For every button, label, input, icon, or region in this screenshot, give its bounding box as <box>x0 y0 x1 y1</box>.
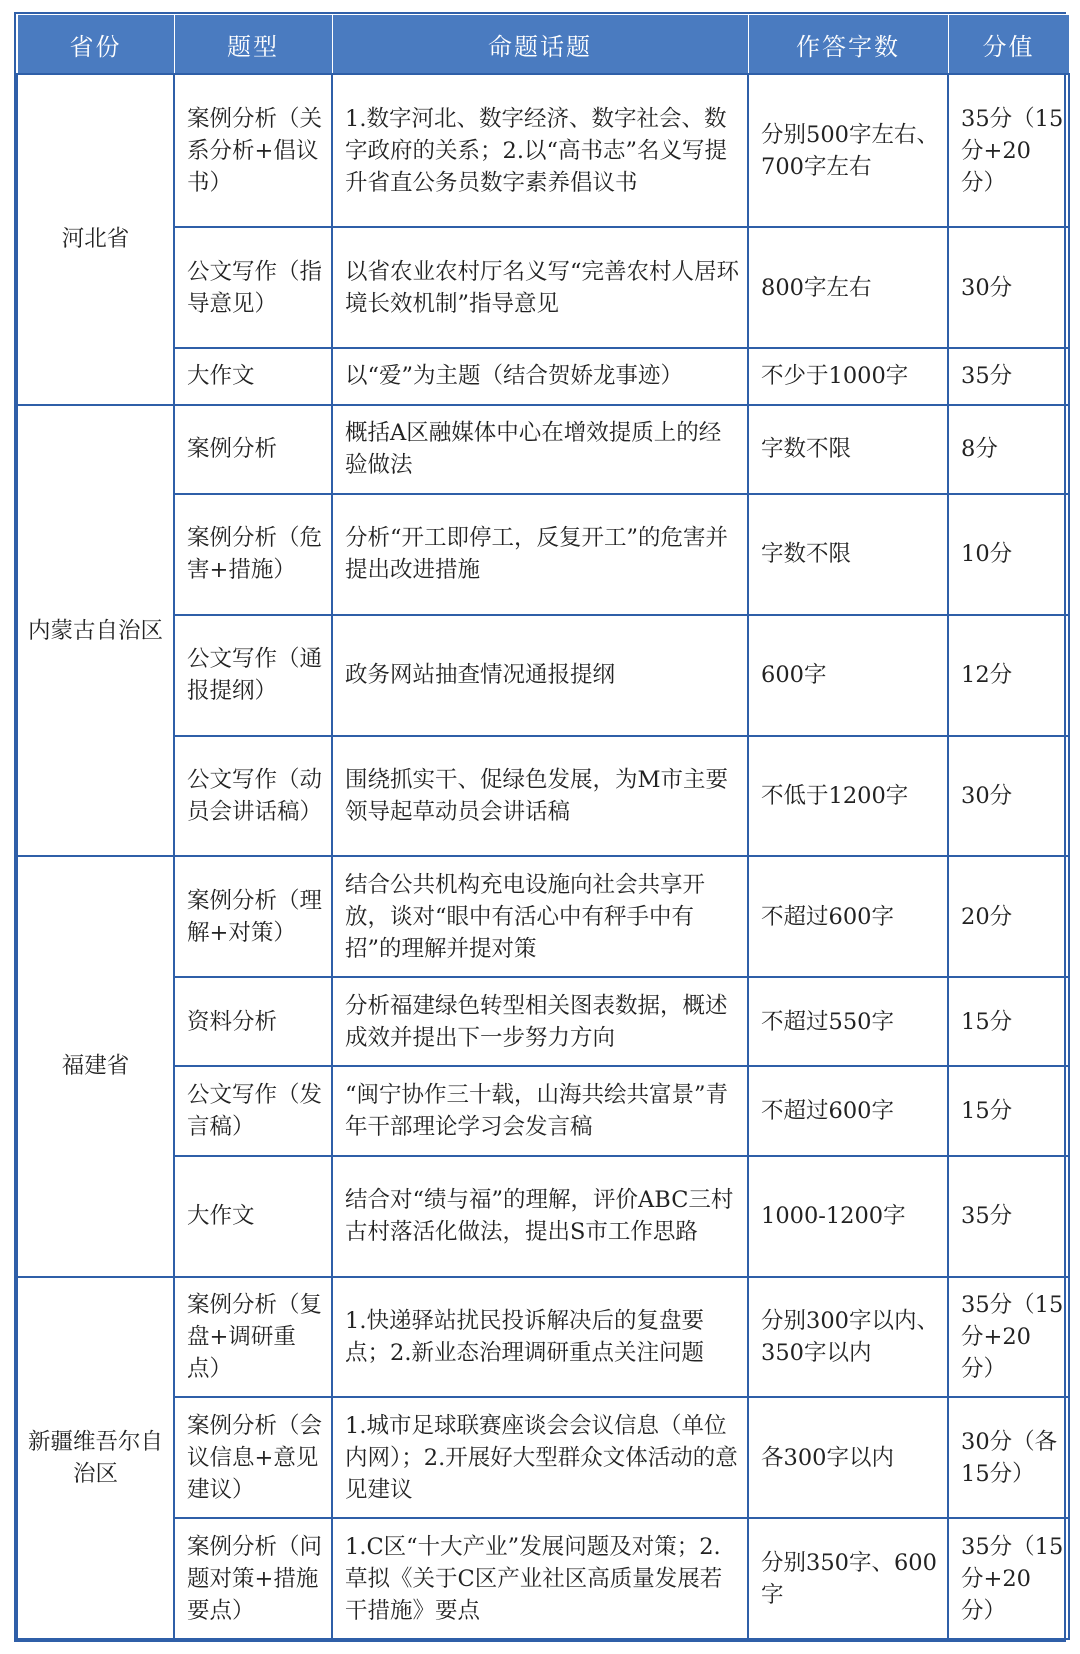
table-row <box>17 1518 1069 1639</box>
header-topic: 命题话题 <box>332 15 748 75</box>
province-cell: 河北省 <box>17 74 174 405</box>
word-count-cell: 不超过600字 <box>748 856 948 977</box>
score-cell: 35分 <box>948 348 1069 405</box>
table-row <box>17 405 1069 494</box>
word-count-cell: 800字左右 <box>748 227 948 348</box>
header-province: 省份 <box>17 15 174 75</box>
table-row <box>17 1397 1069 1518</box>
table-row <box>17 227 1069 348</box>
score-cell: 30分（各15分） <box>948 1397 1069 1518</box>
question-type-cell: 案例分析（会议信息+意见建议） <box>174 1397 332 1518</box>
score-cell: 15分 <box>948 1066 1069 1155</box>
word-count-cell: 字数不限 <box>748 494 948 615</box>
word-count-cell: 不低于1200字 <box>748 736 948 857</box>
header-question-type: 题型 <box>174 15 332 75</box>
province-cell: 福建省 <box>17 856 174 1276</box>
score-cell: 8分 <box>948 405 1069 494</box>
topic-cell: 以省农业农村厅名义写“完善农村人居环境长效机制”指导意见 <box>332 227 748 348</box>
word-count-cell: 分别350字、600字 <box>748 1518 948 1639</box>
question-type-cell: 案例分析（复盘+调研重点） <box>174 1277 332 1398</box>
score-cell: 30分 <box>948 736 1069 857</box>
table-row <box>17 615 1069 736</box>
topic-cell: 分析福建绿色转型相关图表数据，概述成效并提出下一步努力方向 <box>332 977 748 1066</box>
question-type-cell: 大作文 <box>174 348 332 405</box>
topic-cell: 1.城市足球联赛座谈会会议信息（单位内网）；2.开展好大型群众文体活动的意见建议 <box>332 1397 748 1518</box>
question-type-cell: 公文写作（发言稿） <box>174 1066 332 1155</box>
question-type-cell: 大作文 <box>174 1156 332 1277</box>
header-word-count: 作答字数 <box>748 15 948 75</box>
question-type-cell: 公文写作（指导意见） <box>174 227 332 348</box>
score-cell: 12分 <box>948 615 1069 736</box>
table-row <box>17 1156 1069 1277</box>
word-count-cell: 600字 <box>748 615 948 736</box>
word-count-cell: 字数不限 <box>748 405 948 494</box>
topic-cell: 1.C区“十大产业”发展问题及对策；2.草拟《关于C区产业社区高质量发展若干措施》要点 <box>332 1518 748 1639</box>
score-cell: 10分 <box>948 494 1069 615</box>
topic-cell: 1.数字河北、数字经济、数字社会、数字政府的关系；2.以“高书志”名义写提升省直公务员数字素养倡议书 <box>332 74 748 227</box>
topic-cell: 分析“开工即停工，反复开工”的危害并提出改进措施 <box>332 494 748 615</box>
question-type-cell: 案例分析（问题对策+措施要点） <box>174 1518 332 1639</box>
province-cell: 新疆维吾尔自治区 <box>17 1277 174 1639</box>
exam-topics-table <box>16 14 1070 1640</box>
header-row <box>17 15 1069 75</box>
topic-cell: 1.快递驿站扰民投诉解决后的复盘要点；2.新业态治理调研重点关注问题 <box>332 1277 748 1398</box>
score-cell: 35分 <box>948 1156 1069 1277</box>
topic-cell: 围绕抓实干、促绿色发展，为M市主要领导起草动员会讲话稿 <box>332 736 748 857</box>
table-row <box>17 1066 1069 1155</box>
topic-cell: 结合公共机构充电设施向社会共享开放，谈对“眼中有活心中有秤手中有招”的理解并提对策 <box>332 856 748 977</box>
table-row <box>17 348 1069 405</box>
word-count-cell: 各300字以内 <box>748 1397 948 1518</box>
word-count-cell: 1000-1200字 <box>748 1156 948 1277</box>
word-count-cell: 分别500字左右、700字左右 <box>748 74 948 227</box>
topic-cell: 概括A区融媒体中心在增效提质上的经验做法 <box>332 405 748 494</box>
table-row <box>17 856 1069 977</box>
word-count-cell: 不超过550字 <box>748 977 948 1066</box>
score-cell: 35分（15分+20分） <box>948 1518 1069 1639</box>
question-type-cell: 案例分析（关系分析+倡议书） <box>174 74 332 227</box>
question-type-cell: 公文写作（动员会讲话稿） <box>174 736 332 857</box>
question-type-cell: 公文写作（通报提纲） <box>174 615 332 736</box>
score-cell: 35分（15分+20分） <box>948 74 1069 227</box>
score-cell: 15分 <box>948 977 1069 1066</box>
question-type-cell: 案例分析 <box>174 405 332 494</box>
word-count-cell: 分别300字以内、350字以内 <box>748 1277 948 1398</box>
topic-cell: 结合对“绩与福”的理解，评价ABC三村古村落活化做法，提出S市工作思路 <box>332 1156 748 1277</box>
table-row <box>17 736 1069 857</box>
table-row <box>17 74 1069 227</box>
table-row <box>17 494 1069 615</box>
word-count-cell: 不超过600字 <box>748 1066 948 1155</box>
topic-cell: 政务网站抽查情况通报提纲 <box>332 615 748 736</box>
word-count-cell: 不少于1000字 <box>748 348 948 405</box>
question-type-cell: 案例分析（危害+措施） <box>174 494 332 615</box>
question-type-cell: 资料分析 <box>174 977 332 1066</box>
topic-cell: 以“爱”为主题（结合贺娇龙事迹） <box>332 348 748 405</box>
question-type-cell: 案例分析（理解+对策） <box>174 856 332 977</box>
score-cell: 35分（15分+20分） <box>948 1277 1069 1398</box>
score-cell: 30分 <box>948 227 1069 348</box>
topic-cell: “闽宁协作三十载，山海共绘共富景”青年干部理论学习会发言稿 <box>332 1066 748 1155</box>
exam-topics-table-container <box>14 12 1066 1642</box>
score-cell: 20分 <box>948 856 1069 977</box>
province-cell: 内蒙古自治区 <box>17 405 174 857</box>
table-row <box>17 977 1069 1066</box>
table-row <box>17 1277 1069 1398</box>
header-score: 分值 <box>948 15 1069 75</box>
